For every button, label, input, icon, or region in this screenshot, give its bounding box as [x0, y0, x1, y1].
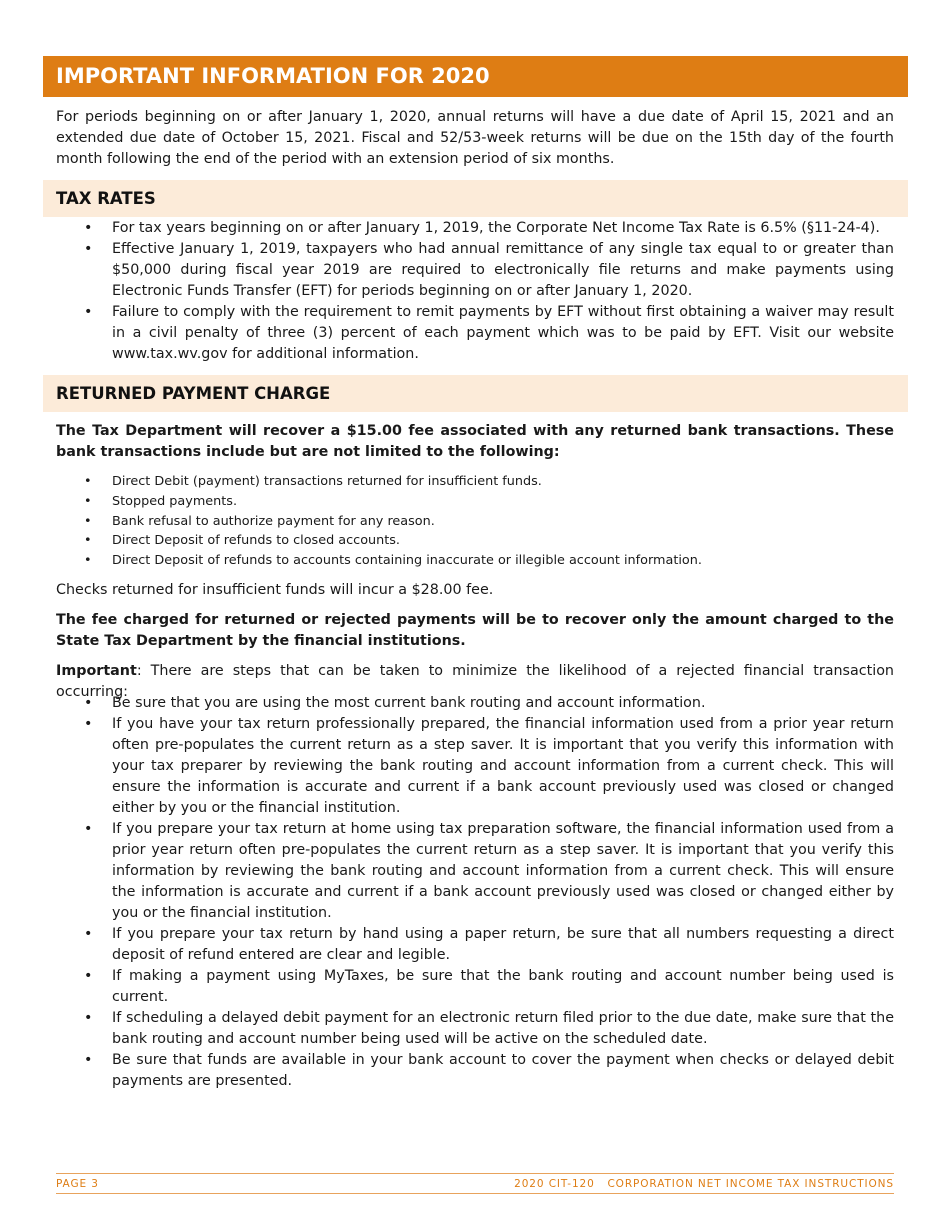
returned-transactions-list	[56, 472, 894, 571]
list-item: • Stopped payments.	[56, 492, 894, 512]
list-item: • If scheduling a delayed debit payment for an electronic return filed prior to the due date, make sure that the bank routing and account number being used will be active on the scheduled date.	[56, 1008, 894, 1050]
fee-note: The fee charged for returned or rejected payments will be to recover only the amount charged to the State Tax Department by the financial institutions.	[56, 612, 894, 649]
footer-bottom-rule	[56, 1193, 894, 1194]
list-item: • Bank refusal to authorize payment for any reason.	[56, 512, 894, 532]
list-item: • If you prepare your tax return at home using tax preparation software, the financial information used from a prior year return often pre-populates the current return as a step saver. It is important that you verify this information by reviewing the bank routing and account information from a current check. This will ensure the information is accurate and current if a bank account previously used was closed or changed either by you or the financial institution.	[56, 819, 894, 924]
footer-title: CORPORATION NET INCOME TAX INSTRUCTIONS	[607, 1178, 894, 1190]
list-item: • Failure to comply with the requirement to remit payments by EFT without first obtaining a waiver may result in a civil penalty of three (3) percent of each payment which was to be paid by EFT. Visit our website www.tax.wv.gov for additional information.	[56, 302, 894, 365]
list-item: • Be sure that funds are available in your bank account to cover the payment when checks or delayed debit payments are presented.	[56, 1050, 894, 1092]
list-item: • For tax years beginning on or after January 1, 2019, the Corporate Net Income Tax Rate is 6.5% (§11-24-4).	[56, 218, 894, 239]
footer-top-rule	[56, 1173, 894, 1174]
steps-list	[56, 693, 894, 1092]
tax-rates-heading: TAX RATES	[43, 180, 908, 217]
list-item: • Be sure that you are using the most current bank routing and account information.	[56, 693, 894, 714]
footer-form-code: 2020 CIT-120	[514, 1178, 595, 1190]
returned-payment-lead: The Tax Department will recover a $15.00 fee associated with any returned bank transactions. These bank transactions include but are not limited to the following:	[56, 423, 894, 460]
list-item: • If you prepare your tax return by hand using a paper return, be sure that all numbers requesting a direct deposit of refund entered are clear and legible.	[56, 924, 894, 966]
footer-page-number: PAGE 3	[56, 1178, 99, 1190]
intro-paragraph: For periods beginning on or after January 1, 2020, annual returns will have a due date of April 15, 2021 and an extended due date of October 15, 2021. Fiscal and 52/53-week returns will be due on the 15th day of the fourth month following the end of the period with an extension period of six months.	[56, 109, 894, 167]
list-item: • Effective January 1, 2019, taxpayers who had annual remittance of any single tax equal to or greater than $50,000 during fiscal year 2019 are required to electronically file returns and make payments using Electronic Funds Transfer (EFT) for periods beginning on or after January 1, 2020.	[56, 239, 894, 302]
banner-title: IMPORTANT INFORMATION FOR 2020	[43, 56, 908, 97]
important-text: : There are steps that can be taken to minimize the likelihood of a rejected financial transaction occurring:	[56, 663, 894, 700]
returned-payment-heading: RETURNED PAYMENT CHARGE	[43, 375, 908, 412]
list-item: • If making a payment using MyTaxes, be sure that the bank routing and account number being used is current.	[56, 966, 894, 1008]
list-item: • Direct Deposit of refunds to closed accounts.	[56, 531, 894, 551]
footer-form-title	[514, 1178, 894, 1190]
list-item: • If you have your tax return professionally prepared, the financial information used from a prior year return often pre-populates the current return as a step saver. It is important that you verify this information with your tax preparer by reviewing the bank routing and account information from a current check. This will ensure the information is accurate and current if a bank account previously used was closed or changed either by you or the financial institution.	[56, 714, 894, 819]
important-label: Important	[56, 663, 137, 679]
list-item: • Direct Debit (payment) transactions returned for insufficient funds.	[56, 472, 894, 492]
list-item: • Direct Deposit of refunds to accounts containing inaccurate or illegible account information.	[56, 551, 894, 571]
tax-rates-list	[56, 218, 894, 365]
checks-note: Checks returned for insufficient funds will incur a $28.00 fee.	[56, 582, 494, 598]
